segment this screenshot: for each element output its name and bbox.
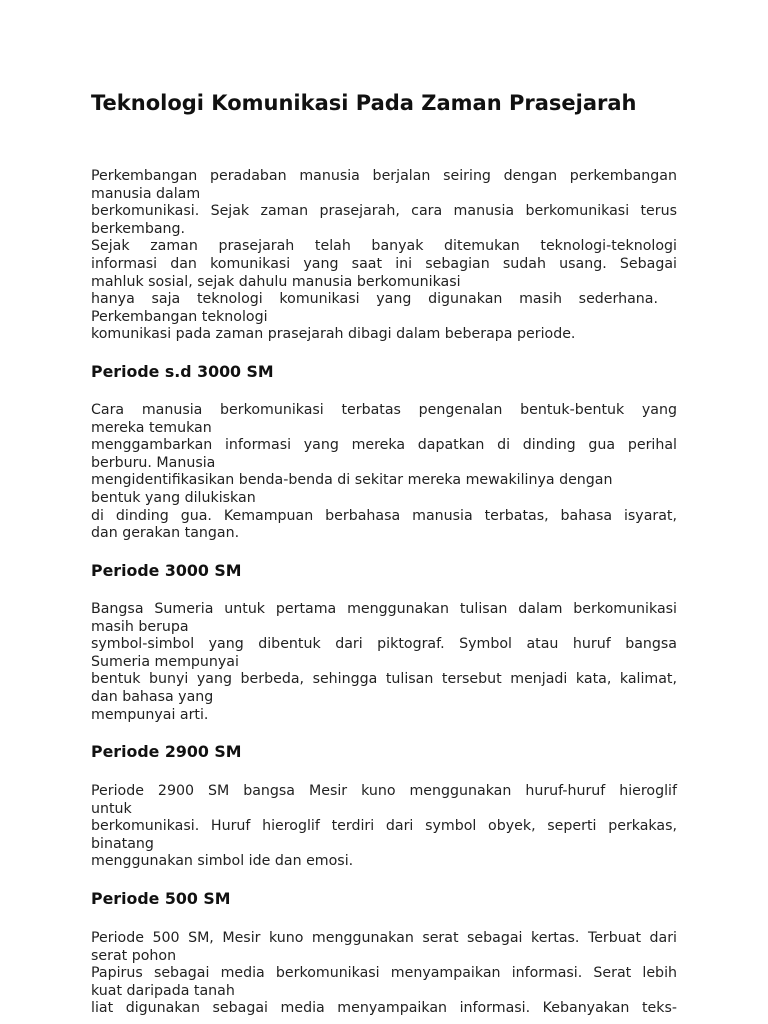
text-line: masih berupa (91, 618, 189, 635)
text-line: berkembang. (91, 220, 186, 237)
text-line: Periode 2900 SM bangsa Mesir kuno menggunakan huruf-huruf hieroglif (91, 783, 677, 799)
text-line: binatang (91, 835, 154, 852)
text-line: mengidentifikasikan benda-benda di sekitar mereka mewakilinya dengan (91, 472, 613, 489)
section-heading: Periode s.d 3000 SM (91, 362, 274, 381)
intro-paragraph (91, 168, 677, 344)
text-line: mereka temukan (91, 419, 212, 436)
text-line: berkomunikasi. Sejak zaman prasejarah, cara manusia berkomunikasi terus (91, 203, 677, 220)
text-line: Perkembangan peradaban manusia berjalan seiring dengan perkembangan (91, 168, 677, 184)
text-line: Perkembangan teknologi (91, 308, 268, 325)
text-line: serat pohon (91, 947, 177, 964)
text-line: liat digunakan sebagai media menyampaikan informasi. Kebanyakan teks- (91, 1000, 677, 1017)
text-line: dan gerakan tangan. (91, 525, 240, 542)
text-line: menggunakan simbol ide dan emosi. (91, 853, 354, 870)
page-title: Teknologi Komunikasi Pada Zaman Prasejarah (91, 91, 637, 115)
text-line: hanya saja teknologi komunikasi yang digunakan masih sederhana. (91, 291, 658, 308)
text-line: komunikasi pada zaman prasejarah dibagi dalam beberapa periode. (91, 326, 576, 343)
text-line: bentuk bunyi yang berbeda, sehingga tulisan tersebut menjadi kata, kalimat, (91, 671, 677, 688)
section-paragraph (91, 402, 677, 543)
text-line: berkomunikasi. Huruf hieroglif terdiri dari symbol obyek, seperti perkakas, (91, 818, 677, 835)
text-line: mempunyai arti. (91, 706, 209, 723)
text-line: dan bahasa yang (91, 688, 214, 705)
text-line: symbol-simbol yang dibentuk dari piktograf. Symbol atau huruf bangsa (91, 636, 677, 653)
section-heading: Periode 2900 SM (91, 742, 242, 761)
text-line: manusia dalam (91, 185, 201, 202)
section-paragraph (91, 930, 677, 1018)
text-line: Papirus sebagai media berkomunikasi menyampaikan informasi. Serat lebih (91, 965, 677, 982)
text-line: berburu. Manusia (91, 454, 216, 471)
text-line: Bangsa Sumeria untuk pertama menggunakan tulisan dalam berkomunikasi (91, 601, 677, 617)
section-heading: Periode 500 SM (91, 889, 231, 908)
text-line: bentuk yang dilukiskan (91, 489, 256, 506)
text-line: Periode 500 SM, Mesir kuno menggunakan serat sebagai kertas. Terbuat dari (91, 930, 677, 946)
section-paragraph (91, 601, 677, 724)
text-line: mahluk sosial, sejak dahulu manusia berkomunikasi (91, 273, 461, 290)
text-line: Sumeria mempunyai (91, 653, 239, 670)
text-line: untuk (91, 800, 132, 817)
text-line: informasi dan komunikasi yang saat ini sebagian sudah usang. Sebagai (91, 255, 677, 272)
text-line: menggambarkan informasi yang mereka dapatkan di dinding gua perihal (91, 437, 677, 454)
text-line: di dinding gua. Kemampuan berbahasa manusia terbatas, bahasa isyarat, (91, 507, 677, 524)
text-line: Cara manusia berkomunikasi terbatas pengenalan bentuk-bentuk yang (91, 402, 677, 418)
text-line: kuat daripada tanah (91, 982, 235, 999)
section-heading: Periode 3000 SM (91, 561, 242, 580)
text-line: Sejak zaman prasejarah telah banyak ditemukan teknologi-teknologi (91, 238, 677, 255)
section-paragraph (91, 783, 677, 871)
